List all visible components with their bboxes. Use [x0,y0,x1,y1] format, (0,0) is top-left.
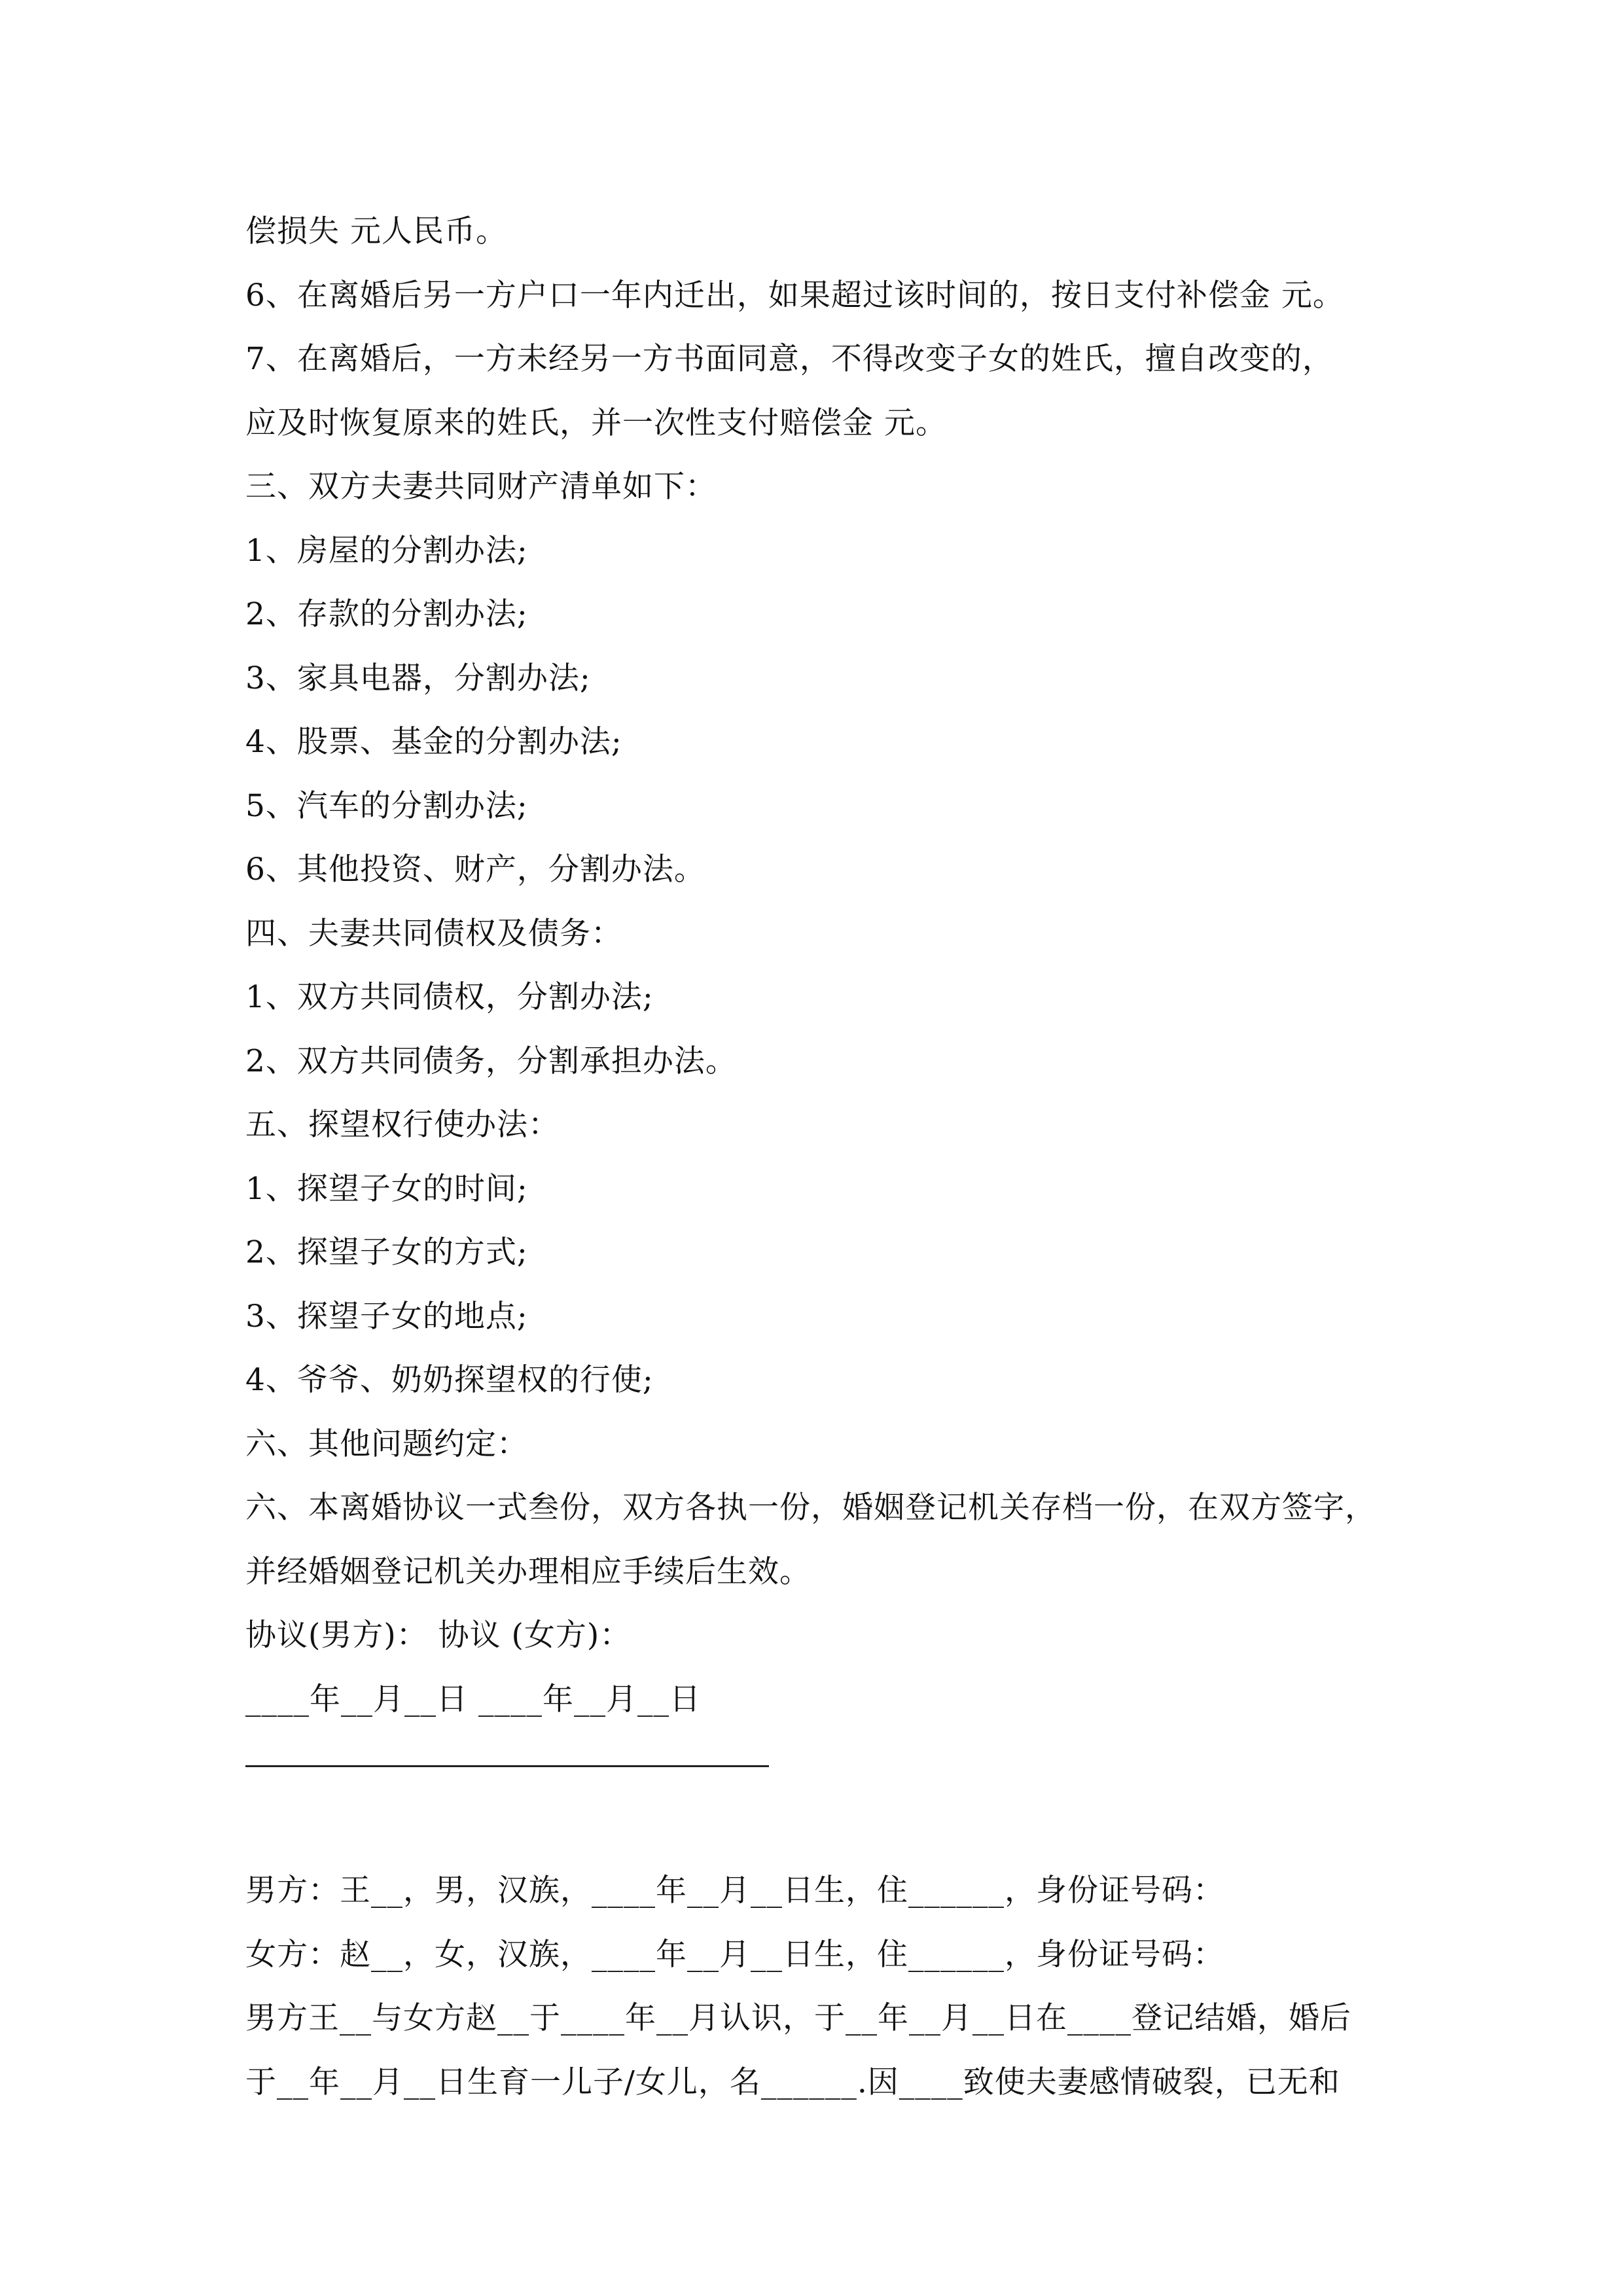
text-line: 于__年__月__日生育一儿子/女儿，名______.因____致使夫妻感情破裂，已无和 [245,2064,1340,2100]
signature-line: 协议(男方)： 协议 (女方)： [245,1617,632,1653]
text-line: 3、家具电器，分割办法; [245,660,591,696]
text-line: 1、房屋的分割办法; [245,532,528,569]
text-line: 4、股票、基金的分割办法; [245,724,622,760]
text-line: 2、双方共同债务，分割承担办法。 [245,1043,737,1079]
text-line: 1、双方共同债权，分割办法; [245,979,654,1015]
text-line: 偿损失 元人民币。 [245,213,507,249]
text-line: 六、本离婚协议一式叁份，双方各执一份，婚姻登记机关存档一份，在双方签字， [245,1490,1376,1526]
text-line: 3、探望子女的地点; [245,1298,528,1335]
text-line: 并经婚姻登记机关办理相应手续后生效。 [245,1553,811,1590]
separator-row [245,1731,1404,1795]
text-line: 6、其他投资、财产，分割办法。 [245,852,705,888]
text-line: 男方王__与女方赵__于____年__月认识，于__年__月__日在____登记结婚，婚后 [245,2000,1351,2036]
section-heading: 五、探望权行使办法： [245,1107,560,1143]
section-heading: 三、双方夫妻共同财产清单如下： [245,469,717,505]
text-line: 7、在离婚后，一方未经另一方书面同意，不得改变子女的姓氏，擅自改变的， [245,341,1334,377]
text-line: 女方：赵__，女，汉族，____年__月__日生，住______，身份证号码： [245,1936,1224,1973]
document-body [245,200,1404,2114]
text-line: 2、探望子女的方式; [245,1234,528,1270]
section-heading: 四、夫妻共同债权及债务： [245,915,622,952]
text-line: 2、存款的分割办法; [245,596,528,632]
text-line: 1、探望子女的时间; [245,1170,528,1207]
text-line: 6、在离婚后另一方户口一年内迁出，如果超过该时间的，按日支付补偿金 元。 [245,277,1344,314]
text-line: 5、汽车的分割办法; [245,787,528,824]
text-line: 男方：王__，男，汉族，____年__月__日生，住______，身份证号码： [245,1873,1224,1909]
text-line: 应及时恢复原来的姓氏，并一次性支付赔偿金 元。 [245,404,947,441]
separator-rule [245,1765,769,1767]
text-line: 4、爷爷、奶奶探望权的行使; [245,1362,654,1398]
blank-gap [245,1795,1404,1859]
date-line: ____年__月__日 ____年__月__日 [245,1681,701,1717]
section-heading: 六、其他问题约定： [245,1426,528,1462]
